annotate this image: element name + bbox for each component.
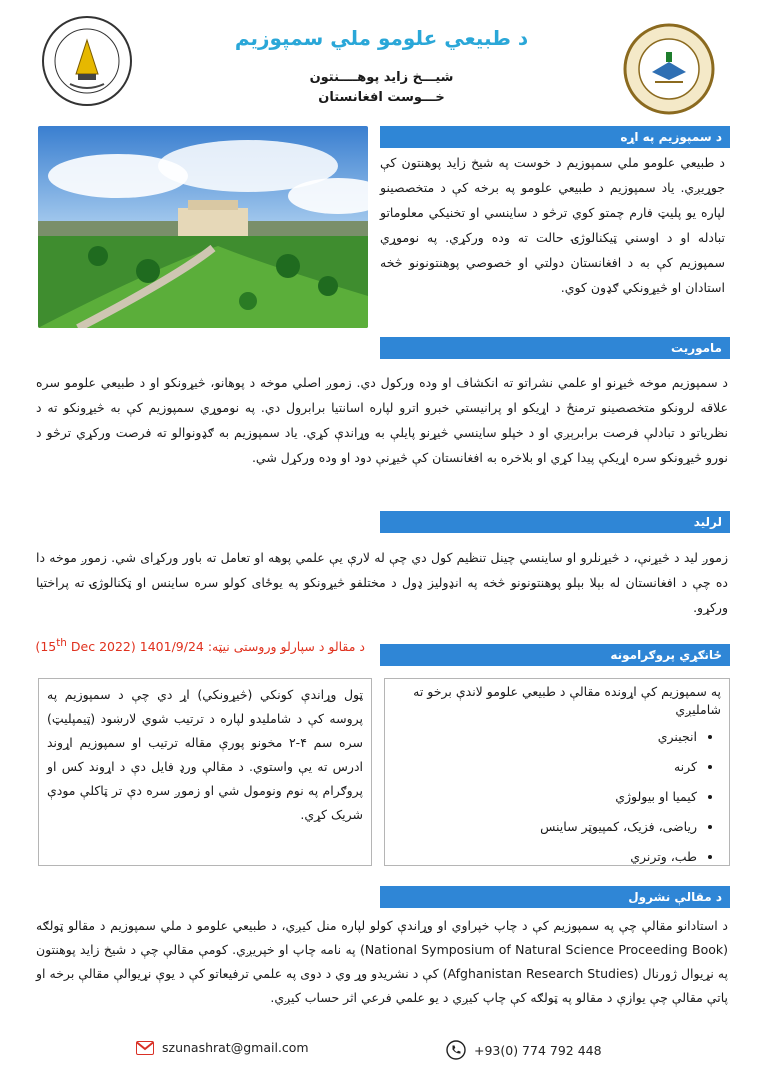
vision-text: زموږ لید د څیړنې، د څیړنلرو او ساینسي چینل تنظیم کول دي چې له لارې یې علمي پوهه او تعامل ته باور ورکړای شي. زموږ موخه دا ده چې د افغانستان له بېلا بېلو پوهنتونونو څخه په انډولیز ډول د مختلفو څیړونکو په یوځای کولو سره ساینس او ټکنالوژۍ ته پراختیا ورکړو.	[36, 550, 728, 615]
submission-text: ټول وړاندې کونکي (څیړونکي) اړ دي چې د سمپوزیم په پروسه کې د شاملیدو لپاره د ترتیب شوي لارښود (ټیمپلیټ) سره سم ۴-۲ مخونو پورې مقاله ترتیب او سمپوزیم اړوند ادرس ته یې واستوي. د مقالې ورډ فایل دې د اړوند کس او پروګرام په نوم ونومول شي او زموږ سره دې تر ټاکلې مودې شریک کړي.	[47, 687, 363, 822]
programs-list	[393, 725, 697, 869]
deadline-day: 15	[40, 639, 57, 655]
deadline-year: 2022	[99, 639, 131, 655]
programs-heading: ځانګړي پروګرامونه	[380, 644, 730, 666]
vision-heading: لرلید	[380, 511, 730, 533]
publication-text: د استادانو مقالې چې په سمپوزیم کې د چاپ خپراوي او وړاندې کولو لپاره منل کیږي، د طبیعي علومو د ملي سمپوزیم د مقالو ټولګه (National Symposium of Natural Science Proceeding Book) په نامه چاپ او خپریږي. کومې مقالې چې د شیخ زاید پوهنتون په نړیوال ژورنال (Afghanistan Research Studies) کې د نشریدو وړ وي د دوی په علمي ترفیعاتو کې د یوې نړیوالې مقالې برخه او پاتې مقالې چې یوازې د مقالو په ټولګه کې چاپ کیږي د یو علمي فرعي اثر حساب کیږي.	[36, 918, 728, 1005]
publication-heading: د مقالې نشرول	[380, 886, 730, 908]
deadline-sup: th	[56, 637, 67, 649]
page-title: د طبیعي علومو ملي سمپوزیم	[234, 26, 529, 50]
phone-icon	[446, 1040, 466, 1060]
submission-deadline	[25, 634, 365, 656]
email-contact[interactable]	[136, 1040, 309, 1055]
list-item: • طب، وترنري	[393, 845, 697, 869]
about-heading: د سمپوزیم په اړه	[380, 126, 730, 148]
university-name: شیـــخ زاید پوهــــنتون	[309, 70, 454, 85]
programs-intro: په سمپوزیم کې اړونده مقالې د طبیعي علومو لاندې برخو ته شاملیږي	[413, 684, 721, 717]
about-text: د طبیعي علومو ملي سمپوزیم د خوست په شیخ زاید پوهنتون کې جوړیږي. یاد سمپوزیم د طبیعي علومو په برخه کې د متخصصینو لپاره یو پلیټ فارم چمتو کوي ترڅو د ساینسي او تخنیکي معلوماتو تبادله او د اوسني ټیکنالوژۍ حالت ته وده ورکړي. په نوموړي سمپوزیم کې به د افغانستان دولتي او خصوصي پوهنتونونو څخه استادان او څیړونکي ګډون کوي.	[380, 155, 725, 295]
list-item: • کیمیا او بیولوژي	[393, 785, 697, 809]
phone-text[interactable]: +93(0) 774 792 448	[474, 1042, 602, 1058]
list-item: • ریاضی، فزیک، کمپیوټر ساینس	[393, 815, 697, 839]
university-location: خـــوست افغانستان	[318, 90, 445, 105]
deadline-gregorian: (15th Dec 2022)	[35, 637, 136, 655]
email-text[interactable]: szunashrat@gmail.com	[162, 1040, 309, 1055]
deadline-month: Dec	[70, 639, 96, 655]
mission-heading: ماموریت	[380, 337, 730, 359]
submission-box	[38, 678, 372, 866]
list-item: • انجینري	[393, 725, 697, 749]
campus-photo	[38, 126, 368, 328]
gmail-icon	[136, 1041, 154, 1055]
phone-contact[interactable]	[446, 1040, 602, 1060]
deadline-label: د مقالو د سپارلو وروستی نیټه: 1401/9/24	[139, 639, 365, 655]
programs-box	[384, 678, 730, 866]
list-item: • کرنه	[393, 755, 697, 779]
mission-text: د سمپوزیم موخه څیړنو او علمي نشراتو ته انکشاف او وده ورکول دي. زموږ اصلي موخه د پوهانو، څیړونکو او د طبیعي علومو سره علاقه لرونکو متخصصینو ترمنځ د اړیکو او پرانیستي خبرو اترو لپاره اسانتیا برابرول دي. په نوموړي سمپوزیم کې به څیړونکو ته د نظریاتو د تبادلې فرصت برابرېږي او د خپلو ساینسي څیړنو پایلې به وړاندې کړي. یاد سمپوزیم به ګډونوالو ته فرصت ورکړي ترڅو د نورو څیړونکو سره اړیکې پیدا کړي او بلاخره به افغانستان کې څیړنې دود او وده ورکړل شي.	[36, 375, 728, 465]
